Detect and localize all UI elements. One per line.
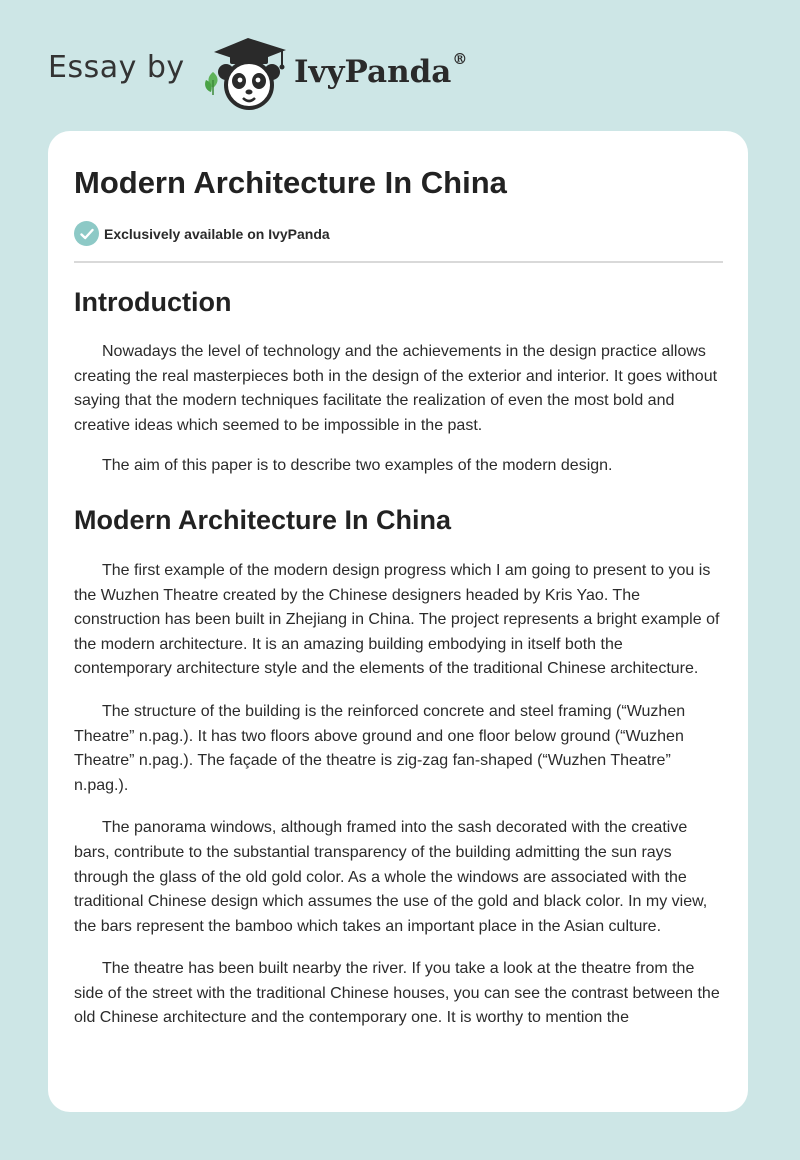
- paragraph: Nowadays the level of technology and the achievements in the design practice allows creating the real masterpieces both in the design of the exterior and interior. It goes without saying that the modern techniques facilitate the realization of even the most bold and creative ideas which seemed to be impossible in the past.: [74, 343, 718, 434]
- paragraph: The theatre has been built nearby the river. If you take a look at the theatre from the side of the street with the traditional Chinese houses, you can see the contrast between the old Chinese architecture and the contemporary one. It is worthy to mention the: [74, 960, 720, 1027]
- essay-card: [48, 131, 748, 1112]
- section-heading-modern-architecture: Modern Architecture In China: [74, 504, 452, 535]
- brand-name: IvyPanda: [294, 54, 452, 90]
- essay-body: [74, 281, 723, 1031]
- paragraph: The structure of the building is the reinforced concrete and steel framing (“Wuzhen Theatre” n.pag.). It has two floors above ground and one floor below ground (“Wuzhen Theatre” n.pag.). The façade of the theatre is zig-zag fan-shaped (“Wuzhen Theatre” n.pag.).: [74, 702, 686, 794]
- exclusive-badge: [74, 221, 330, 246]
- exclusive-label: Exclusively available on IvyPanda: [104, 225, 330, 242]
- title-divider: [74, 261, 723, 263]
- check-circle-icon: [74, 221, 99, 246]
- paragraph: The panorama windows, although framed into the sash decorated with the creative bars, contribute to the substantial transparency of the building admitting the sun rays through the glass of the old gold color. As a whole the windows are associated with the traditional Chinese design which assumes the use of the gold and black color. In my view, the bars represent the bamboo which takes an important place in the Asian culture.: [74, 819, 708, 935]
- site-header: [0, 0, 800, 130]
- page-title: Modern Architecture In China: [74, 165, 507, 200]
- section-heading-introduction: Introduction: [74, 287, 232, 317]
- paragraph: The aim of this paper is to describe two examples of the modern design.: [102, 457, 613, 475]
- registered-mark: ®: [452, 50, 468, 68]
- ivy-leaf-icon: [202, 70, 224, 96]
- brand-logo-text[interactable]: [294, 50, 468, 90]
- paragraph: The first example of the modern design progress which I am going to present to you is the Wuzhen Theatre created by the Chinese designers headed by Kris Yao. The construction has been built in Zhejiang in China. The project represents a bright example of the modern architecture. It is an amazing building embodying in itself both the contemporary architecture style and the elements of the traditional Chinese architecture.: [74, 561, 720, 678]
- essay-by-label: Essay by: [48, 50, 185, 85]
